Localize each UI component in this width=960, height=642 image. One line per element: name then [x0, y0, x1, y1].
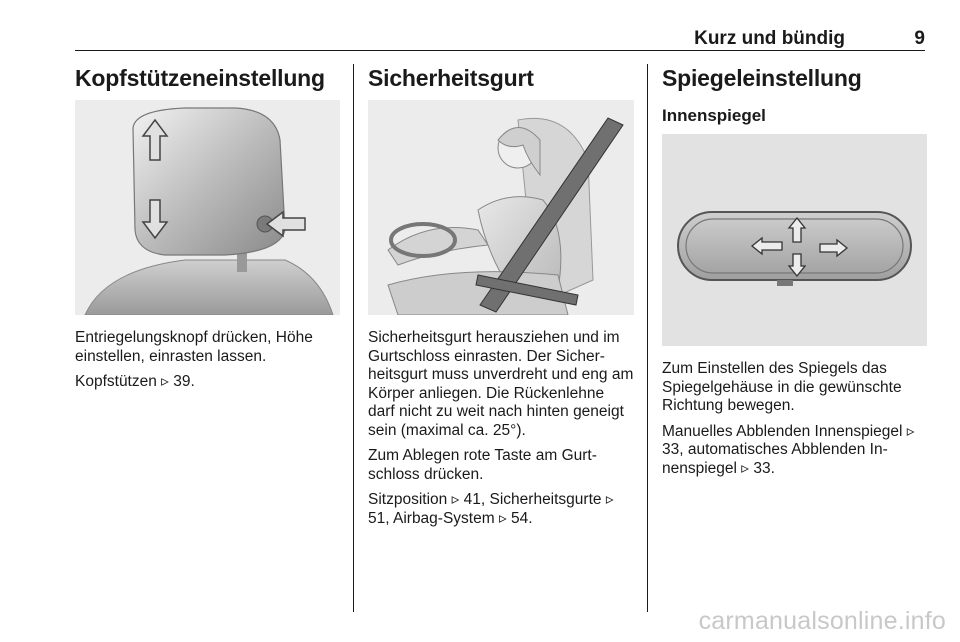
seatbelt-section — [368, 62, 634, 535]
paragraph: Entriegelungsknopf drücken, Höhe einstellen, einrasten lassen. — [75, 329, 313, 365]
column-divider — [353, 64, 354, 612]
column-divider — [647, 64, 648, 612]
page-number: 9 — [914, 28, 925, 49]
paragraph: Sitzposition ▹ 41, Sicherheitsgurte ▹ 51, Airbag-System ▹ 54. — [368, 491, 614, 527]
section-subtitle: Innenspiegel — [662, 106, 766, 125]
section-title: Sicherheitsgurt — [368, 65, 534, 91]
mirror-section — [662, 62, 927, 485]
headrest-illustration — [75, 100, 340, 315]
paragraph: Zum Ablegen rote Taste am Gurtschloss drücken. — [368, 447, 597, 483]
paragraph: Zum Einstellen des Spiegels das Spiegelgehäuse in die gewünschte Richtung bewegen. — [662, 360, 902, 414]
paragraph: Sicherheitsgurt herausziehen und im Gurtschloss einrasten. Der Sicherheitsgurt muss unverdreht und eng am Körper anliegen. Die Rückenlehne darf nicht zu weit nach hinten geneigt sein (maximal ca. 25°). — [368, 329, 634, 439]
paragraph: Manuelles Abblenden Innenspiegel ▹ 33, automatisches Abblenden Innenspiegel ▹ 33. — [662, 422, 915, 477]
mirror-illustration — [662, 134, 927, 346]
section-title: Kopfstützeneinstellung — [75, 65, 325, 91]
section-title: Spiegeleinstellung — [662, 65, 862, 91]
chapter-title: Kurz und bündig — [694, 28, 845, 49]
page-header — [75, 28, 925, 51]
headrest-section — [75, 62, 340, 399]
seatbelt-illustration — [368, 100, 634, 315]
paragraph: Kopfstützen ▹ 39. — [75, 373, 195, 390]
watermark: carmanualsonline.info — [698, 607, 946, 635]
